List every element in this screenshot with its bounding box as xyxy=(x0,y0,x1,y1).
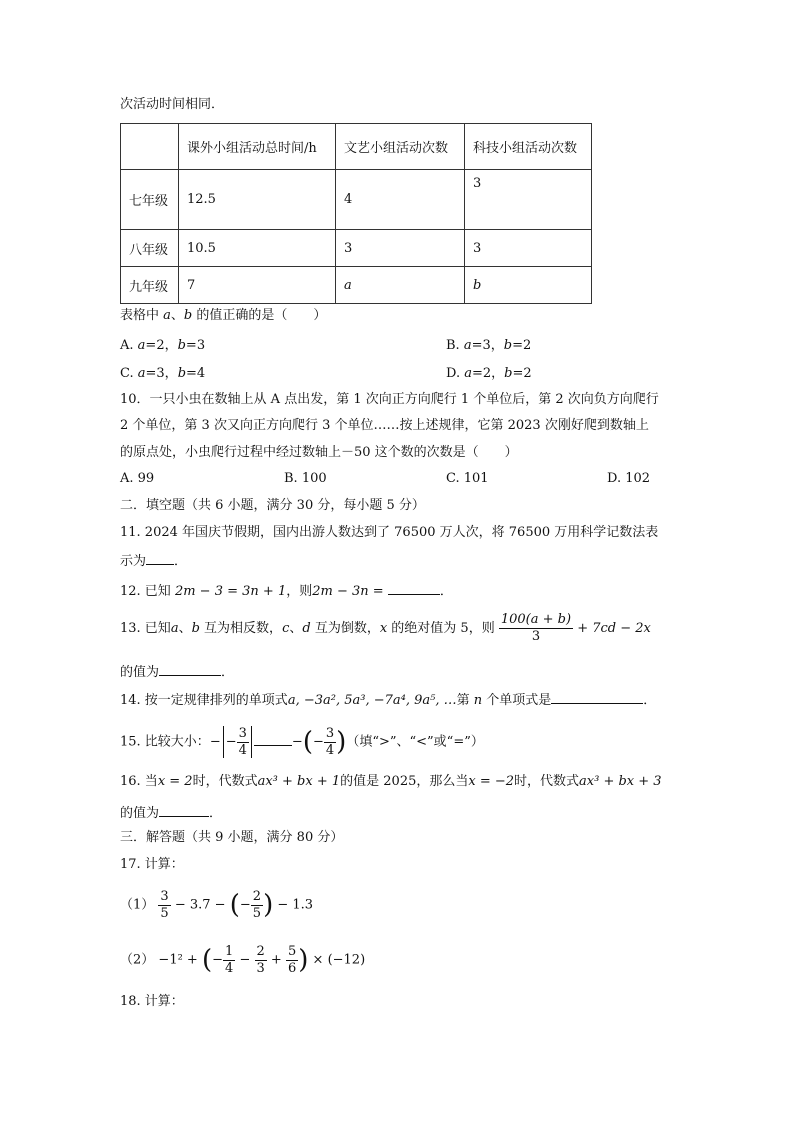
fraction: $\frac{3}{4}$ xyxy=(325,725,335,758)
q9-option-d[interactable]: D. a=2，b=2 xyxy=(446,366,532,381)
q10-line: 2 个单位，第 3 次又向正方向爬行 3 个单位……按上述规律，它第 2023 次刚好爬到数轴上 xyxy=(120,418,649,433)
table-cell: 10.5 xyxy=(179,230,336,267)
table-cell-grade: 八年级 xyxy=(121,230,179,267)
q10-option-b[interactable]: B. 100 xyxy=(284,471,327,486)
fraction: $\frac{2}{5}$ xyxy=(252,888,262,921)
abs-bar xyxy=(223,726,224,758)
table-row xyxy=(121,230,592,267)
q15-line: 15. 比较大小：− − $\frac{3}{4}$ −(− $\frac{3}{4}$ )（填“>”、“<”或“=”） xyxy=(120,725,484,758)
activity-table xyxy=(120,123,592,304)
q17-part1: （1） $\frac{3}{5}$ − 3.7 − (− $\frac{2}{5}$ ) − 1.3 xyxy=(120,888,314,921)
table-cell: 4 xyxy=(336,170,465,230)
q10-line: 的原点处，小虫爬行过程中经过数轴上－50 这个数的次数是（ ） xyxy=(120,445,518,460)
q11-line: 11. 2024 年国庆节假期，国内出游人数达到了 76500 万人次，将 76500 万用科学记数法表 xyxy=(120,525,659,540)
q10-line: 10．一只小虫在数轴上从 A 点出发，第 1 次向正方向爬行 1 个单位后，第 2 次向负方向爬行 xyxy=(120,392,659,407)
table-cell-grade: 七年级 xyxy=(121,170,179,230)
table-cell: b xyxy=(465,267,592,304)
fraction: $\frac{100(a + b)}{3}$ xyxy=(500,612,572,644)
table-header-cell: 课外小组活动总时间/h xyxy=(179,124,336,170)
q9-stem: 表格中 a、b 的值正确的是（ ） xyxy=(120,308,327,323)
q13-line: 13. 已知a、b 互为相反数，c、d 互为倒数，x 的绝对值为 5，则 $\frac{100(a + b)}{3}$ + 7cd − 2x xyxy=(120,612,651,644)
fraction: $\frac{5}{6}$ xyxy=(287,943,297,976)
q10-option-d[interactable]: D. 102 xyxy=(607,471,651,486)
answer-blank[interactable] xyxy=(159,661,221,676)
fraction: $\frac{3}{5}$ xyxy=(160,888,169,921)
abs-bar xyxy=(251,726,252,758)
table-row xyxy=(121,267,592,304)
intro-line: 次活动时间相同． xyxy=(120,97,225,112)
q9-option-c[interactable]: C. a=3，b=4 xyxy=(120,366,206,381)
table-header-cell xyxy=(121,124,179,170)
q10-option-c[interactable]: C. 101 xyxy=(446,471,489,486)
q9-option-b[interactable]: B. a=3，b=2 xyxy=(446,338,532,353)
table-cell: a xyxy=(336,267,465,304)
table-cell: 3 xyxy=(336,230,465,267)
section-heading: 三．解答题（共 9 小题，满分 80 分） xyxy=(120,830,344,845)
q12-line: 12. 已知 2m − 3 = 3n + 1，则2m − 3n = ． xyxy=(120,580,453,602)
table-cell-grade: 九年级 xyxy=(121,267,179,304)
table-cell: 3 xyxy=(465,230,592,267)
q18-title: 18. 计算： xyxy=(120,994,184,1009)
q16-line2: 的值为 ． xyxy=(120,802,222,824)
q13-line2: 的值为 ． xyxy=(120,661,234,683)
fraction: $\frac{1}{4}$ xyxy=(225,943,234,976)
table-header-row xyxy=(121,124,592,170)
section-heading: 二．填空题（共 6 小题，满分 30 分，每小题 5 分） xyxy=(120,498,425,513)
table-cell: 12.5 xyxy=(179,170,336,230)
q9-option-a[interactable]: A. a=2，b=3 xyxy=(120,338,206,353)
q14-line: 14. 按一定规律排列的单项式a, −3a², 5a³, −7a⁴, 9a⁵, …第 n 个单项式是 ． xyxy=(120,689,656,711)
fraction: $\frac{3}{4}$ xyxy=(238,725,247,758)
q16-line: 16. 当x = 2时，代数式ax³ + bx + 1的值是 2025，那么当x = −2时，代数式ax³ + bx + 3 xyxy=(120,774,662,789)
answer-blank[interactable] xyxy=(159,802,209,817)
table-header-cell: 科技小组活动次数 xyxy=(465,124,592,170)
q10-option-a[interactable]: A. 99 xyxy=(120,471,155,486)
q17-part2: （2） −1² + (− $\frac{1}{4}$ − $\frac{2}{3}$ + $\frac{5}{6}$ ) × (−12) xyxy=(120,943,366,976)
q11-line2: 示为 ． xyxy=(120,550,187,572)
table-cell: 7 xyxy=(179,267,336,304)
fraction: $\frac{2}{3}$ xyxy=(256,943,265,976)
answer-blank[interactable] xyxy=(388,580,440,595)
answer-blank[interactable] xyxy=(146,550,174,565)
table-cell: 3 xyxy=(465,170,592,230)
q17-title: 17. 计算： xyxy=(120,857,184,872)
table-header-cell: 文艺小组活动次数 xyxy=(336,124,465,170)
table-row xyxy=(121,170,592,230)
answer-blank[interactable] xyxy=(254,731,292,746)
answer-blank[interactable] xyxy=(551,689,643,704)
